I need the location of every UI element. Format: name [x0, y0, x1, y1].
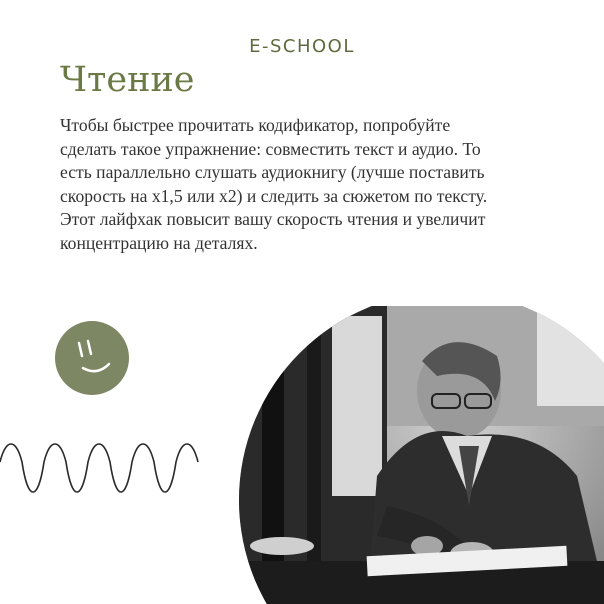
body-line: есть параллельно слушать аудиокнигу (лучше поставить [60, 162, 485, 182]
page-title: Чтение [60, 60, 195, 100]
body-line: сделать такое упражнение: совместить текст и аудио. То [60, 138, 481, 159]
body-line: Чтобы быстрее прочитать кодификатор, попробуйте [60, 115, 451, 135]
body-paragraph [60, 114, 555, 255]
wave-line [0, 440, 220, 510]
photo-writer [237, 306, 604, 604]
smiley-icon [55, 321, 129, 395]
brand-label: E-SCHOOL [249, 36, 355, 57]
body-line: Этот лайфхак повысит вашу скорость чтения и увеличит [60, 209, 486, 229]
body-line: концентрацию на деталях. [60, 232, 258, 253]
body-line: скорость на х1,5 или х2) и следить за сюжетом по тексту. [60, 185, 488, 206]
